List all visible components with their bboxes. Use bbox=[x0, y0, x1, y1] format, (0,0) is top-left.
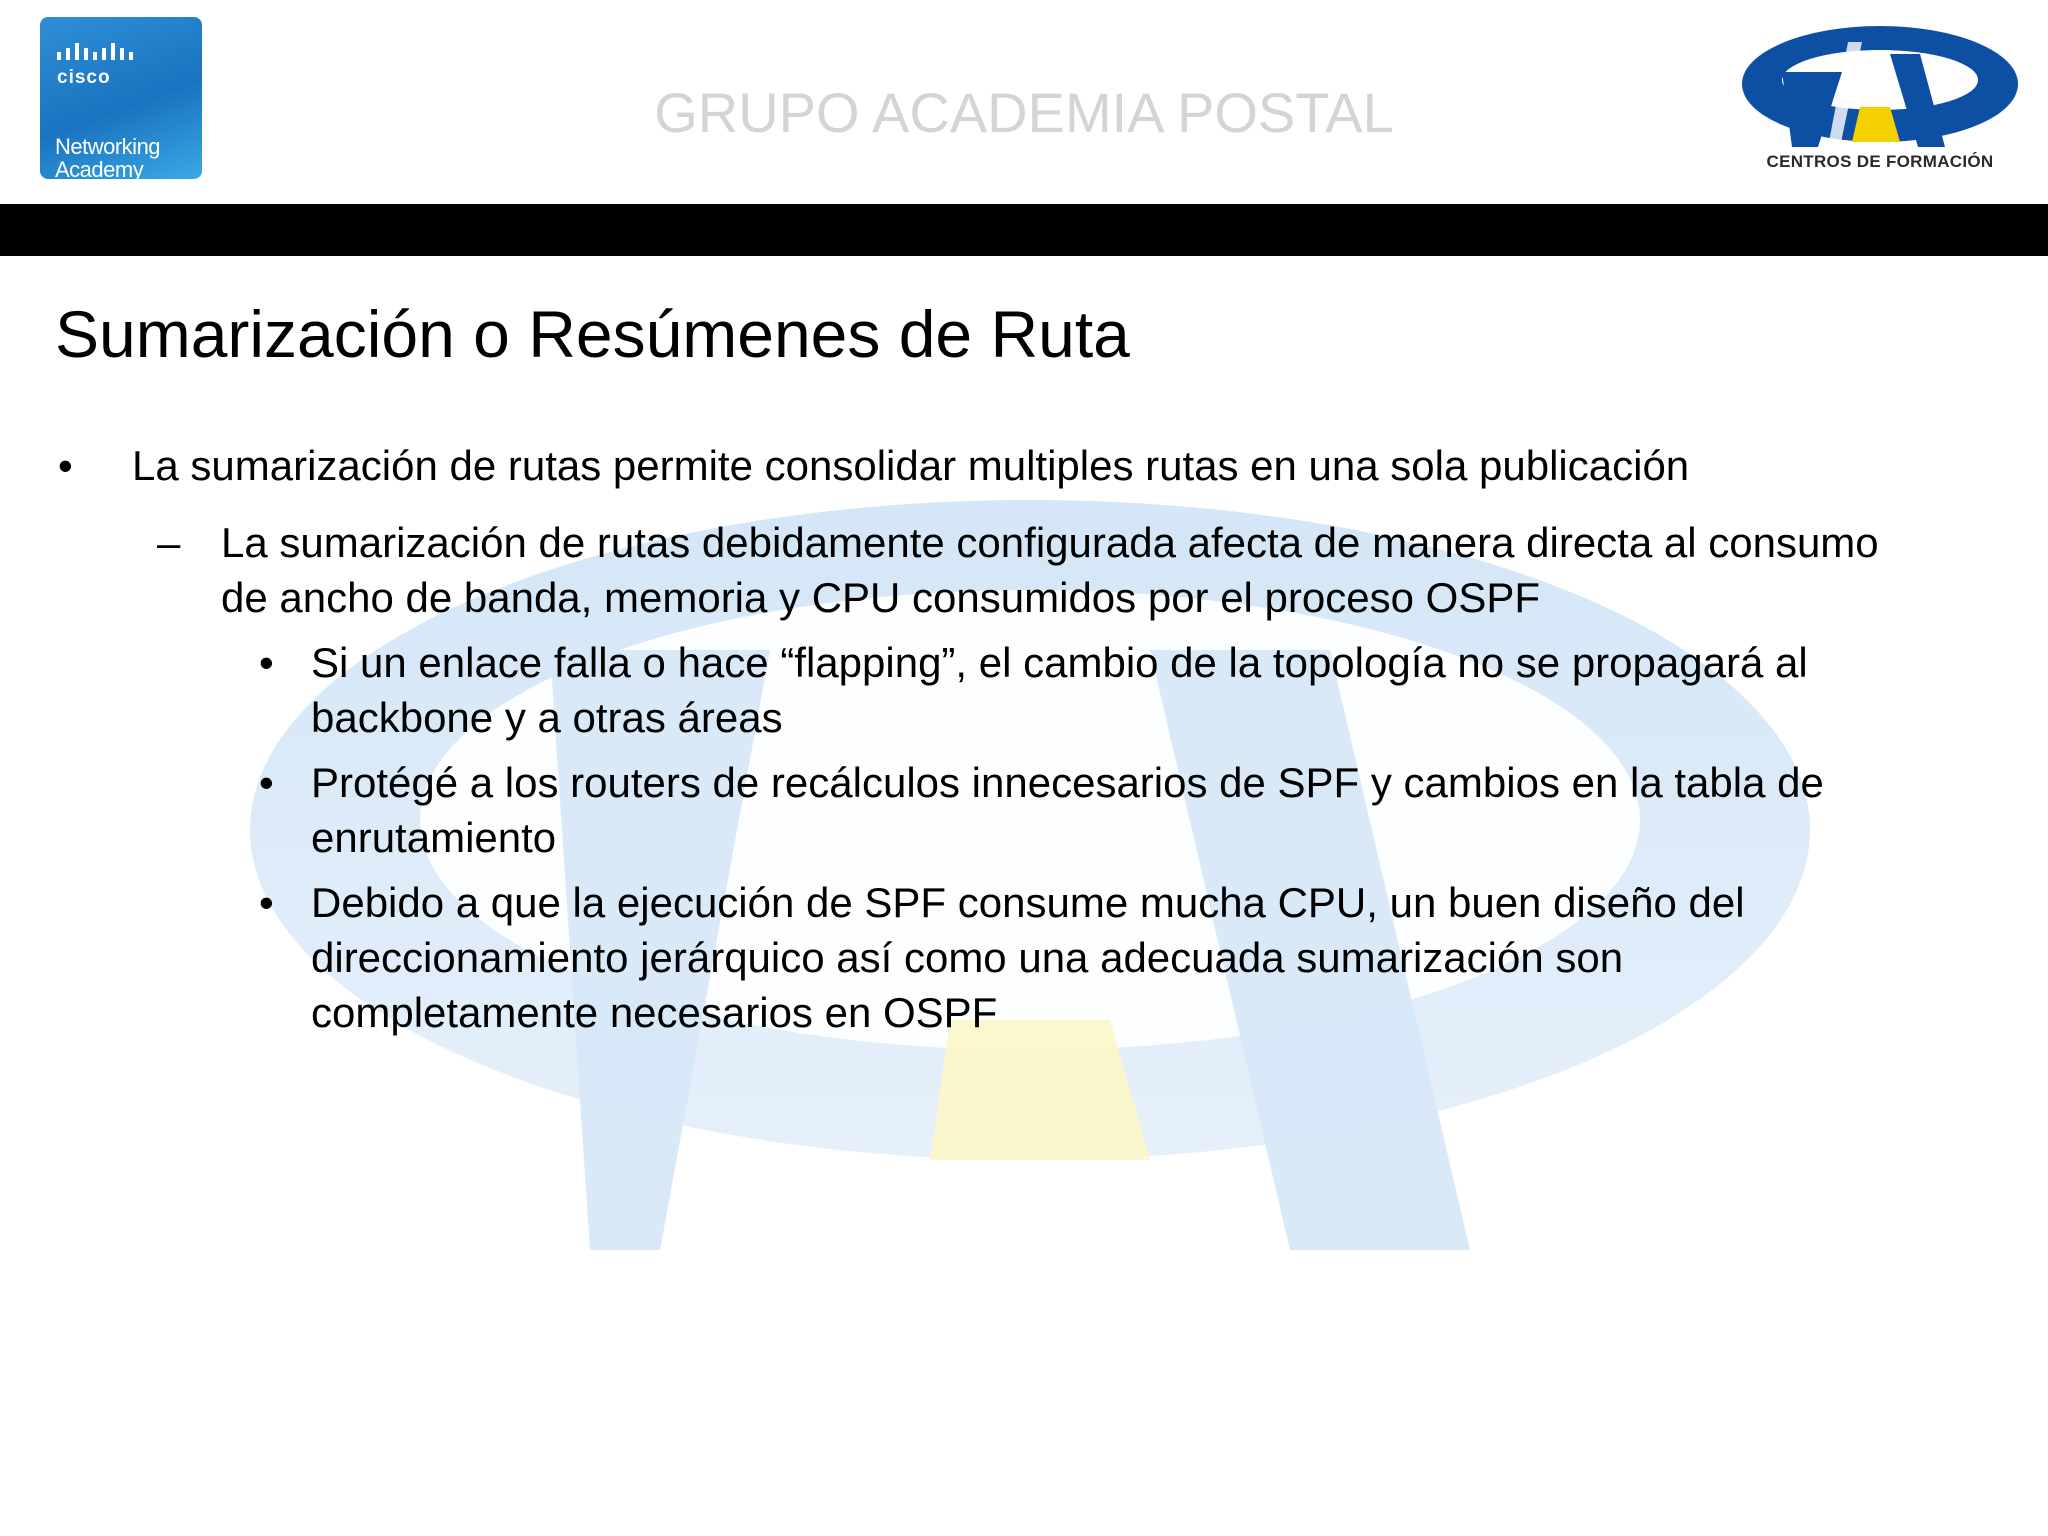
slide-header bbox=[0, 0, 2048, 204]
academia-postal-caption: CENTROS DE FORMACIÓN bbox=[1766, 152, 1994, 171]
bullet-text: Si un enlace falla o hace “flapping”, el cambio de la topología no se propagará al backbone y a otras áreas bbox=[311, 639, 1808, 741]
list-item bbox=[259, 755, 2011, 865]
list-item bbox=[157, 515, 1891, 625]
bullet-text: La sumarización de rutas debidamente configurada afecta de manera directa al consumo de ancho de banda, memoria y CPU consumidos por el proceso OSPF bbox=[221, 519, 1879, 621]
bullet-marker: • bbox=[58, 442, 73, 489]
bullet-marker: – bbox=[157, 519, 181, 566]
list-item bbox=[58, 438, 1992, 493]
bullet-text: Debido a que la ejecución de SPF consume mucha CPU, un buen diseño del direccionamiento jerárquico así como una adecuada sumarización son completamente necesarios en OSPF bbox=[311, 879, 1745, 1036]
organization-title: GRUPO ACADEMIA POSTAL bbox=[654, 81, 1394, 144]
bullet-text: La sumarización de rutas permite consolidar multiples rutas en una sola publicación bbox=[132, 442, 1690, 489]
list-item bbox=[259, 635, 1991, 745]
cisco-subtitle: Networking Academy bbox=[55, 134, 161, 182]
bullet-marker: • bbox=[259, 879, 274, 926]
header-divider-bar bbox=[0, 204, 2048, 256]
list-item bbox=[259, 875, 1871, 1040]
cisco-bars-icon bbox=[57, 43, 137, 63]
bullet-text: Protégé a los routers de recálculos innecesarios de SPF y cambios en la tabla de enrutamiento bbox=[311, 759, 1824, 861]
cisco-wordmark: cisco bbox=[57, 67, 111, 88]
slide-title: Sumarización o Resúmenes de Ruta bbox=[55, 297, 1130, 371]
bullet-marker: • bbox=[259, 759, 274, 806]
bullet-marker: • bbox=[259, 639, 274, 686]
